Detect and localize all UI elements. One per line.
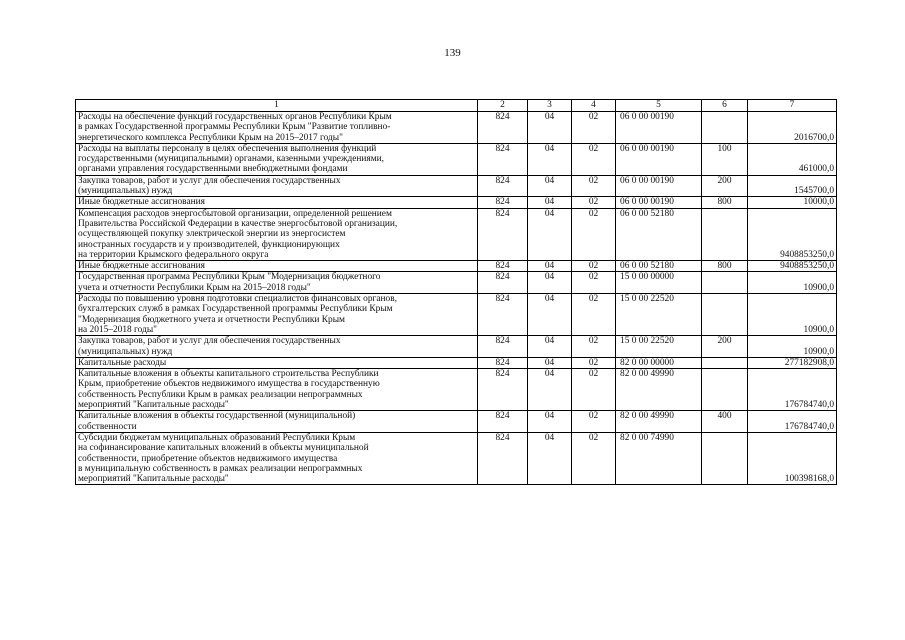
amount: 10000,0 <box>748 197 837 208</box>
expense-description <box>76 272 478 294</box>
subsection-code: 02 <box>572 175 616 197</box>
target-article-code: 82 0 00 74990 <box>616 432 702 484</box>
expense-description <box>76 112 478 144</box>
description-line: Субсидии бюджетам муниципальных образований Республики Крым <box>78 432 356 443</box>
table-row <box>76 369 837 411</box>
page-number: 139 <box>444 47 461 59</box>
subsection-code: 02 <box>572 208 616 260</box>
subsection-code: 02 <box>572 197 616 208</box>
table-row <box>76 357 837 368</box>
ministry-code: 824 <box>478 272 528 294</box>
expense-description <box>76 175 478 197</box>
section-code: 04 <box>528 272 572 294</box>
description-line: энергетического комплекса Республики Крым на 2015–2017 годы" <box>78 132 343 143</box>
target-article-code: 06 0 00 00190 <box>616 175 702 197</box>
expense-type-code: 200 <box>702 336 748 358</box>
description-line: на 2015–2018 годы" <box>78 324 157 335</box>
expense-description <box>76 411 478 433</box>
description-line: Расходы по повышению уровня подготовки специалистов финансовых органов, <box>78 294 398 305</box>
column-header: 5 <box>616 100 702 112</box>
subsection-code: 02 <box>572 112 616 144</box>
description-line: Расходы на выплаты персоналу в целях обеспечения выполнения функций <box>78 143 377 154</box>
section-code: 04 <box>528 357 572 368</box>
ministry-code: 824 <box>478 411 528 433</box>
table-row <box>76 112 837 144</box>
amount: 2016700,0 <box>748 112 837 144</box>
target-article-code: 82 0 00 49990 <box>616 369 702 411</box>
target-article-code: 06 0 00 52180 <box>616 208 702 260</box>
amount: 10900,0 <box>748 272 837 294</box>
subsection-code: 02 <box>572 432 616 484</box>
ministry-code: 824 <box>478 175 528 197</box>
column-header: 7 <box>748 100 837 112</box>
target-article-code: 06 0 00 00190 <box>616 197 702 208</box>
ministry-code: 824 <box>478 432 528 484</box>
description-line: Закупка товаров, работ и услуг для обеспечения государственных <box>78 336 341 347</box>
description-line: (муниципальных) нужд <box>78 186 173 197</box>
amount: 9408853250,0 <box>748 261 837 272</box>
section-code: 04 <box>528 336 572 358</box>
table-row <box>76 272 837 294</box>
column-header: 6 <box>702 100 748 112</box>
ministry-code: 824 <box>478 357 528 368</box>
amount: 461000,0 <box>748 143 837 175</box>
amount: 176784740,0 <box>748 369 837 411</box>
table-row <box>76 143 837 175</box>
description-line: иностранных государств и у производителей, функционирующих <box>78 239 340 250</box>
expense-description <box>76 208 478 260</box>
subsection-code: 02 <box>572 369 616 411</box>
amount: 100398168,0 <box>748 432 837 484</box>
ministry-code: 824 <box>478 369 528 411</box>
target-article-code: 15 0 00 22520 <box>616 336 702 358</box>
subsection-code: 02 <box>572 336 616 358</box>
amount: 176784740,0 <box>748 411 837 433</box>
expense-type-code <box>702 357 748 368</box>
expense-type-code: 400 <box>702 411 748 433</box>
description-line: на территории Крымского федерального округа <box>78 249 269 260</box>
column-header: 1 <box>76 100 478 112</box>
description-line: учета и отчетности Республики Крым на 2015–2018 годы" <box>78 282 311 293</box>
subsection-code: 02 <box>572 411 616 433</box>
description-line: осуществляющей покупку электрической энергии из энергосистем <box>78 229 346 240</box>
table-row <box>76 432 837 484</box>
amount: 277182908,0 <box>748 357 837 368</box>
description-line: собственности <box>78 421 137 432</box>
ministry-code: 824 <box>478 143 528 175</box>
expense-description <box>76 336 478 358</box>
section-code: 04 <box>528 369 572 411</box>
description-line: Капитальные расходы <box>78 357 167 368</box>
expense-type-code <box>702 369 748 411</box>
description-line: Иные бюджетные ассигнования <box>78 197 205 208</box>
description-line: на софинансирование капитальных вложений в объекты муниципальной <box>78 443 369 454</box>
expense-type-code: 100 <box>702 143 748 175</box>
description-line: Капитальные вложения в объекты капитального строительства Республики <box>78 369 379 380</box>
expense-type-code <box>702 272 748 294</box>
target-article-code: 06 0 00 00190 <box>616 112 702 144</box>
expense-description <box>76 357 478 368</box>
description-line: Компенсация расходов энергосбытовой организации, определенной решением <box>78 208 392 219</box>
target-article-code: 15 0 00 00000 <box>616 272 702 294</box>
description-line: Закупка товаров, работ и услуг для обеспечения государственных <box>78 175 341 186</box>
description-line: собственность Республики Крым в рамках реализации непрограммных <box>78 389 363 400</box>
expense-type-code: 800 <box>702 261 748 272</box>
column-header: 4 <box>572 100 616 112</box>
ministry-code: 824 <box>478 208 528 260</box>
ministry-code: 824 <box>478 294 528 336</box>
table-row <box>76 336 837 358</box>
description-line: Крым, приобретение объектов недвижимого имущества в государственную <box>78 379 380 390</box>
column-header: 2 <box>478 100 528 112</box>
section-code: 04 <box>528 294 572 336</box>
section-code: 04 <box>528 197 572 208</box>
target-article-code: 06 0 00 00190 <box>616 143 702 175</box>
section-code: 04 <box>528 261 572 272</box>
description-line: бухгалтерских служб в рамках Государственной программы Республики Крым <box>78 304 393 315</box>
expense-description <box>76 197 478 208</box>
table-row <box>76 294 837 336</box>
section-code: 04 <box>528 143 572 175</box>
expense-description <box>76 261 478 272</box>
target-article-code: 15 0 00 22520 <box>616 294 702 336</box>
amount: 1545700,0 <box>748 175 837 197</box>
expense-type-code <box>702 294 748 336</box>
amount: 10900,0 <box>748 294 837 336</box>
column-number-row <box>76 100 837 112</box>
amount: 10900,0 <box>748 336 837 358</box>
table-row <box>76 411 837 433</box>
budget-table <box>75 99 837 485</box>
table-row <box>76 197 837 208</box>
target-article-code: 82 0 00 49990 <box>616 411 702 433</box>
table-row <box>76 261 837 272</box>
description-line: Расходы на обеспечение функций государственных органов Республики Крым <box>78 112 392 122</box>
description-line: в рамках Государственной программы Республики Крым "Развитие топливно- <box>78 122 391 133</box>
description-line: органами управления государственными внебюджетными фондами <box>78 164 348 175</box>
subsection-code: 02 <box>572 294 616 336</box>
expense-type-code: 800 <box>702 197 748 208</box>
expense-description <box>76 369 478 411</box>
description-line: в муниципальную собственность в рамках реализации непрограммных <box>78 463 363 474</box>
description-line: государственными (муниципальными) органами, казенными учреждениями, <box>78 154 385 165</box>
description-line: (муниципальных) нужд <box>78 346 173 357</box>
description-line: мероприятий "Капитальные расходы" <box>78 474 229 485</box>
ministry-code: 824 <box>478 261 528 272</box>
expense-type-code <box>702 112 748 144</box>
section-code: 04 <box>528 175 572 197</box>
column-header: 3 <box>528 100 572 112</box>
description-line: Государственная программа Республики Крым "Модернизация бюджетного <box>78 272 381 283</box>
section-code: 04 <box>528 411 572 433</box>
ministry-code: 824 <box>478 197 528 208</box>
table-row <box>76 175 837 197</box>
description-line: Капитальные вложения в объекты государственной (муниципальной) <box>78 411 356 422</box>
expense-type-code <box>702 432 748 484</box>
table-row <box>76 208 837 260</box>
description-line: "Модернизация бюджетного учета и отчетности Республики Крым <box>78 314 345 325</box>
target-article-code: 06 0 00 52180 <box>616 261 702 272</box>
expense-description <box>76 294 478 336</box>
expense-type-code: 200 <box>702 175 748 197</box>
subsection-code: 02 <box>572 272 616 294</box>
subsection-code: 02 <box>572 357 616 368</box>
amount: 9408853250,0 <box>748 208 837 260</box>
description-line: мероприятий "Капитальные расходы" <box>78 400 229 411</box>
target-article-code: 82 0 00 00000 <box>616 357 702 368</box>
expense-description <box>76 143 478 175</box>
section-code: 04 <box>528 112 572 144</box>
subsection-code: 02 <box>572 143 616 175</box>
ministry-code: 824 <box>478 112 528 144</box>
section-code: 04 <box>528 432 572 484</box>
subsection-code: 02 <box>572 261 616 272</box>
section-code: 04 <box>528 208 572 260</box>
description-line: Правительства Российской Федерации в качестве энергосбытовой организации, <box>78 218 398 229</box>
description-line: Иные бюджетные ассигнования <box>78 261 205 272</box>
expense-description <box>76 432 478 484</box>
description-line: собственности, приобретение объектов недвижимого имущества <box>78 453 338 464</box>
ministry-code: 824 <box>478 336 528 358</box>
expense-type-code <box>702 208 748 260</box>
